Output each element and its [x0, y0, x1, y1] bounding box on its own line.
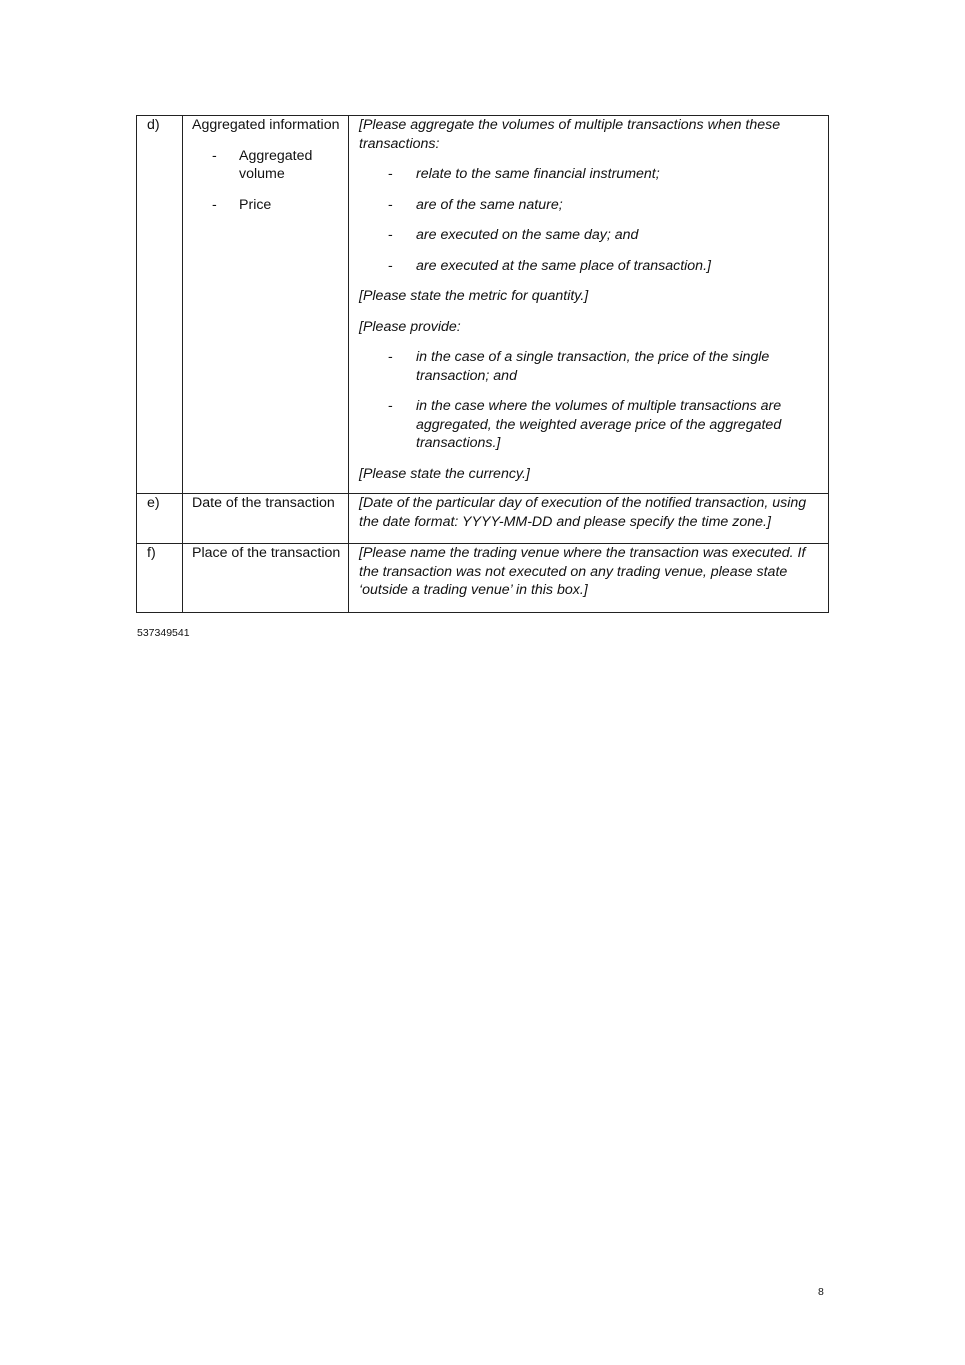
- row-label: Date of the transaction: [192, 495, 335, 511]
- list-item: [359, 196, 820, 215]
- dash-marker: -: [212, 147, 217, 164]
- row-description: [349, 544, 828, 612]
- dash-marker: -: [388, 349, 393, 365]
- page-number: 8: [818, 1286, 824, 1298]
- description-text: [Date of the particular day of execution of the notified transaction, using the date format: YYYY-MM-DD and please specify the time zone.]: [359, 495, 807, 530]
- table-row-aggregated-information: [137, 116, 829, 494]
- list-item-text: are executed on the same day; and: [416, 227, 639, 243]
- row-code: d): [147, 117, 160, 133]
- notification-table: [136, 115, 829, 613]
- row-label: Aggregated information: [192, 117, 340, 133]
- list-item-text: relate to the same financial instrument;: [416, 166, 660, 182]
- list-item-text: are executed at the same place of transaction.]: [416, 257, 711, 274]
- dash-marker: -: [388, 166, 393, 182]
- list-item: [359, 257, 820, 276]
- sub-item-aggregated-volume: [183, 147, 348, 184]
- list-item: [359, 348, 820, 385]
- list-item: [359, 397, 820, 453]
- table-row-place-of-transaction: [137, 544, 829, 613]
- list-item-text: in the case of a single transaction, the price of the single transaction; and: [416, 349, 770, 384]
- list-item: [359, 165, 820, 184]
- sub-item-price: [183, 196, 348, 215]
- provide-text: [Please provide:: [359, 318, 461, 335]
- sub-item-label: Price: [239, 196, 272, 213]
- list-item-text: are of the same nature;: [416, 196, 563, 213]
- row-code: f): [147, 545, 156, 561]
- dash-marker: -: [212, 196, 217, 213]
- dash-marker: -: [388, 227, 393, 243]
- description-text: [Please name the trading venue where the transaction was executed. If the transaction was not executed on any trading venue, please state ‘outside a trading venue’ in this box.]: [359, 545, 806, 598]
- table-row-date-of-transaction: [137, 494, 829, 544]
- dash-marker: -: [388, 196, 393, 213]
- row-description: [349, 494, 828, 543]
- row-code: e): [147, 495, 160, 511]
- dash-marker: -: [388, 398, 393, 414]
- sub-item-label: Aggregated volume: [239, 147, 313, 182]
- row-description: [349, 116, 828, 493]
- row-label: Place of the transaction: [192, 545, 341, 561]
- currency-text: [Please state the currency.]: [359, 465, 530, 482]
- list-item-text: in the case where the volumes of multiple transactions are aggregated, the weighted average price of the aggregated transactions.]: [416, 398, 782, 451]
- dash-marker: -: [388, 257, 393, 274]
- metric-text: [Please state the metric for quantity.]: [359, 288, 589, 304]
- document-reference: 537349541: [137, 627, 190, 639]
- intro-text: [Please aggregate the volumes of multiple transactions when these transactions:: [359, 117, 781, 152]
- list-item: [359, 226, 820, 245]
